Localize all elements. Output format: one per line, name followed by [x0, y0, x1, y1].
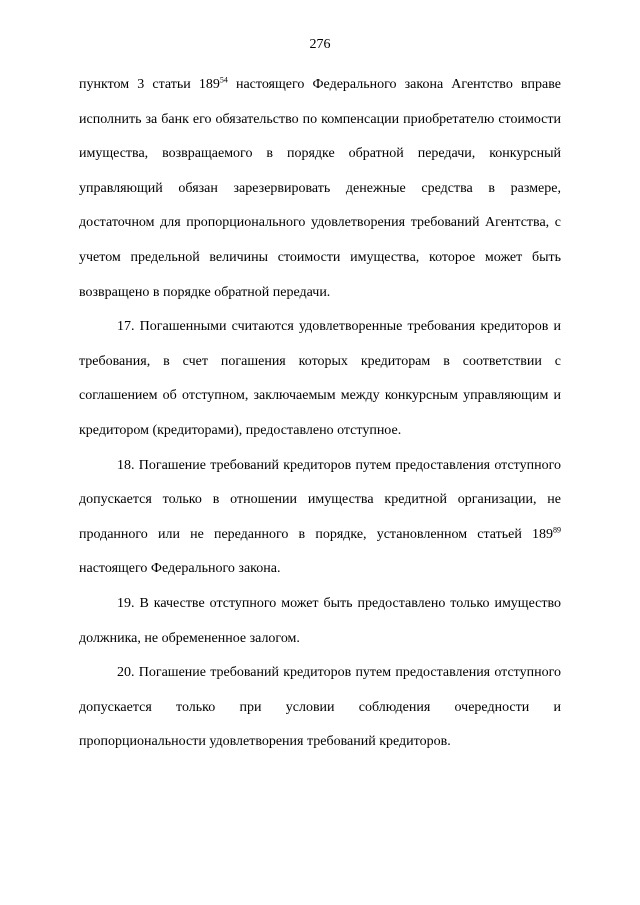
- paragraph-20: [79, 656, 561, 760]
- text-segment: настоящего Федерального закона.: [79, 561, 281, 577]
- article-superscript: 89: [553, 525, 561, 535]
- paragraph-18: [79, 449, 561, 587]
- text-segment: 20. Погашение требований кредиторов путем предоставления отступного допускается только при условии соблюдения очередности и пропорциональности удовлетворения требований кредиторов.: [79, 665, 561, 750]
- text-segment: настоящего Федерального закона Агентство вправе исполнить за банк его обязательство по компенсации приобретателю стоимости имущества, возвращаемого в порядке обратной передачи, конкурсный управляющий обязан зарезервировать денежные средства в размере, достаточном для пропорционального удовлетворения требований Агентства, с учетом предельной величины стоимости имущества, которое может быть возвращено в порядке обратной передачи.: [79, 77, 561, 300]
- paragraph-19: [79, 587, 561, 656]
- page-number: 276: [309, 37, 331, 52]
- text-segment: 17. Погашенными считаются удовлетворенные требования кредиторов и требования, в счет погашения которых кредиторам в соответствии с соглашением об отступном, заключаемым между конкурсным управляющим и кредитором (кредиторами), предоставлено отступное.: [79, 319, 561, 438]
- text-segment: 19. В качестве отступного может быть предоставлено только имущество должника, не обремененное залогом.: [79, 595, 561, 646]
- paragraph-continuation: [79, 68, 561, 310]
- text-segment: пунктом 3 статьи 189: [79, 77, 220, 92]
- text-segment: 18. Погашение требований кредиторов путем предоставления отступного допускается только в отношении имущества кредитной организации, не проданного или не переданного в порядке, установленном статьей 189: [79, 457, 561, 542]
- paragraph-17: [79, 310, 561, 448]
- document-body: [79, 68, 561, 760]
- article-superscript: 54: [219, 75, 228, 85]
